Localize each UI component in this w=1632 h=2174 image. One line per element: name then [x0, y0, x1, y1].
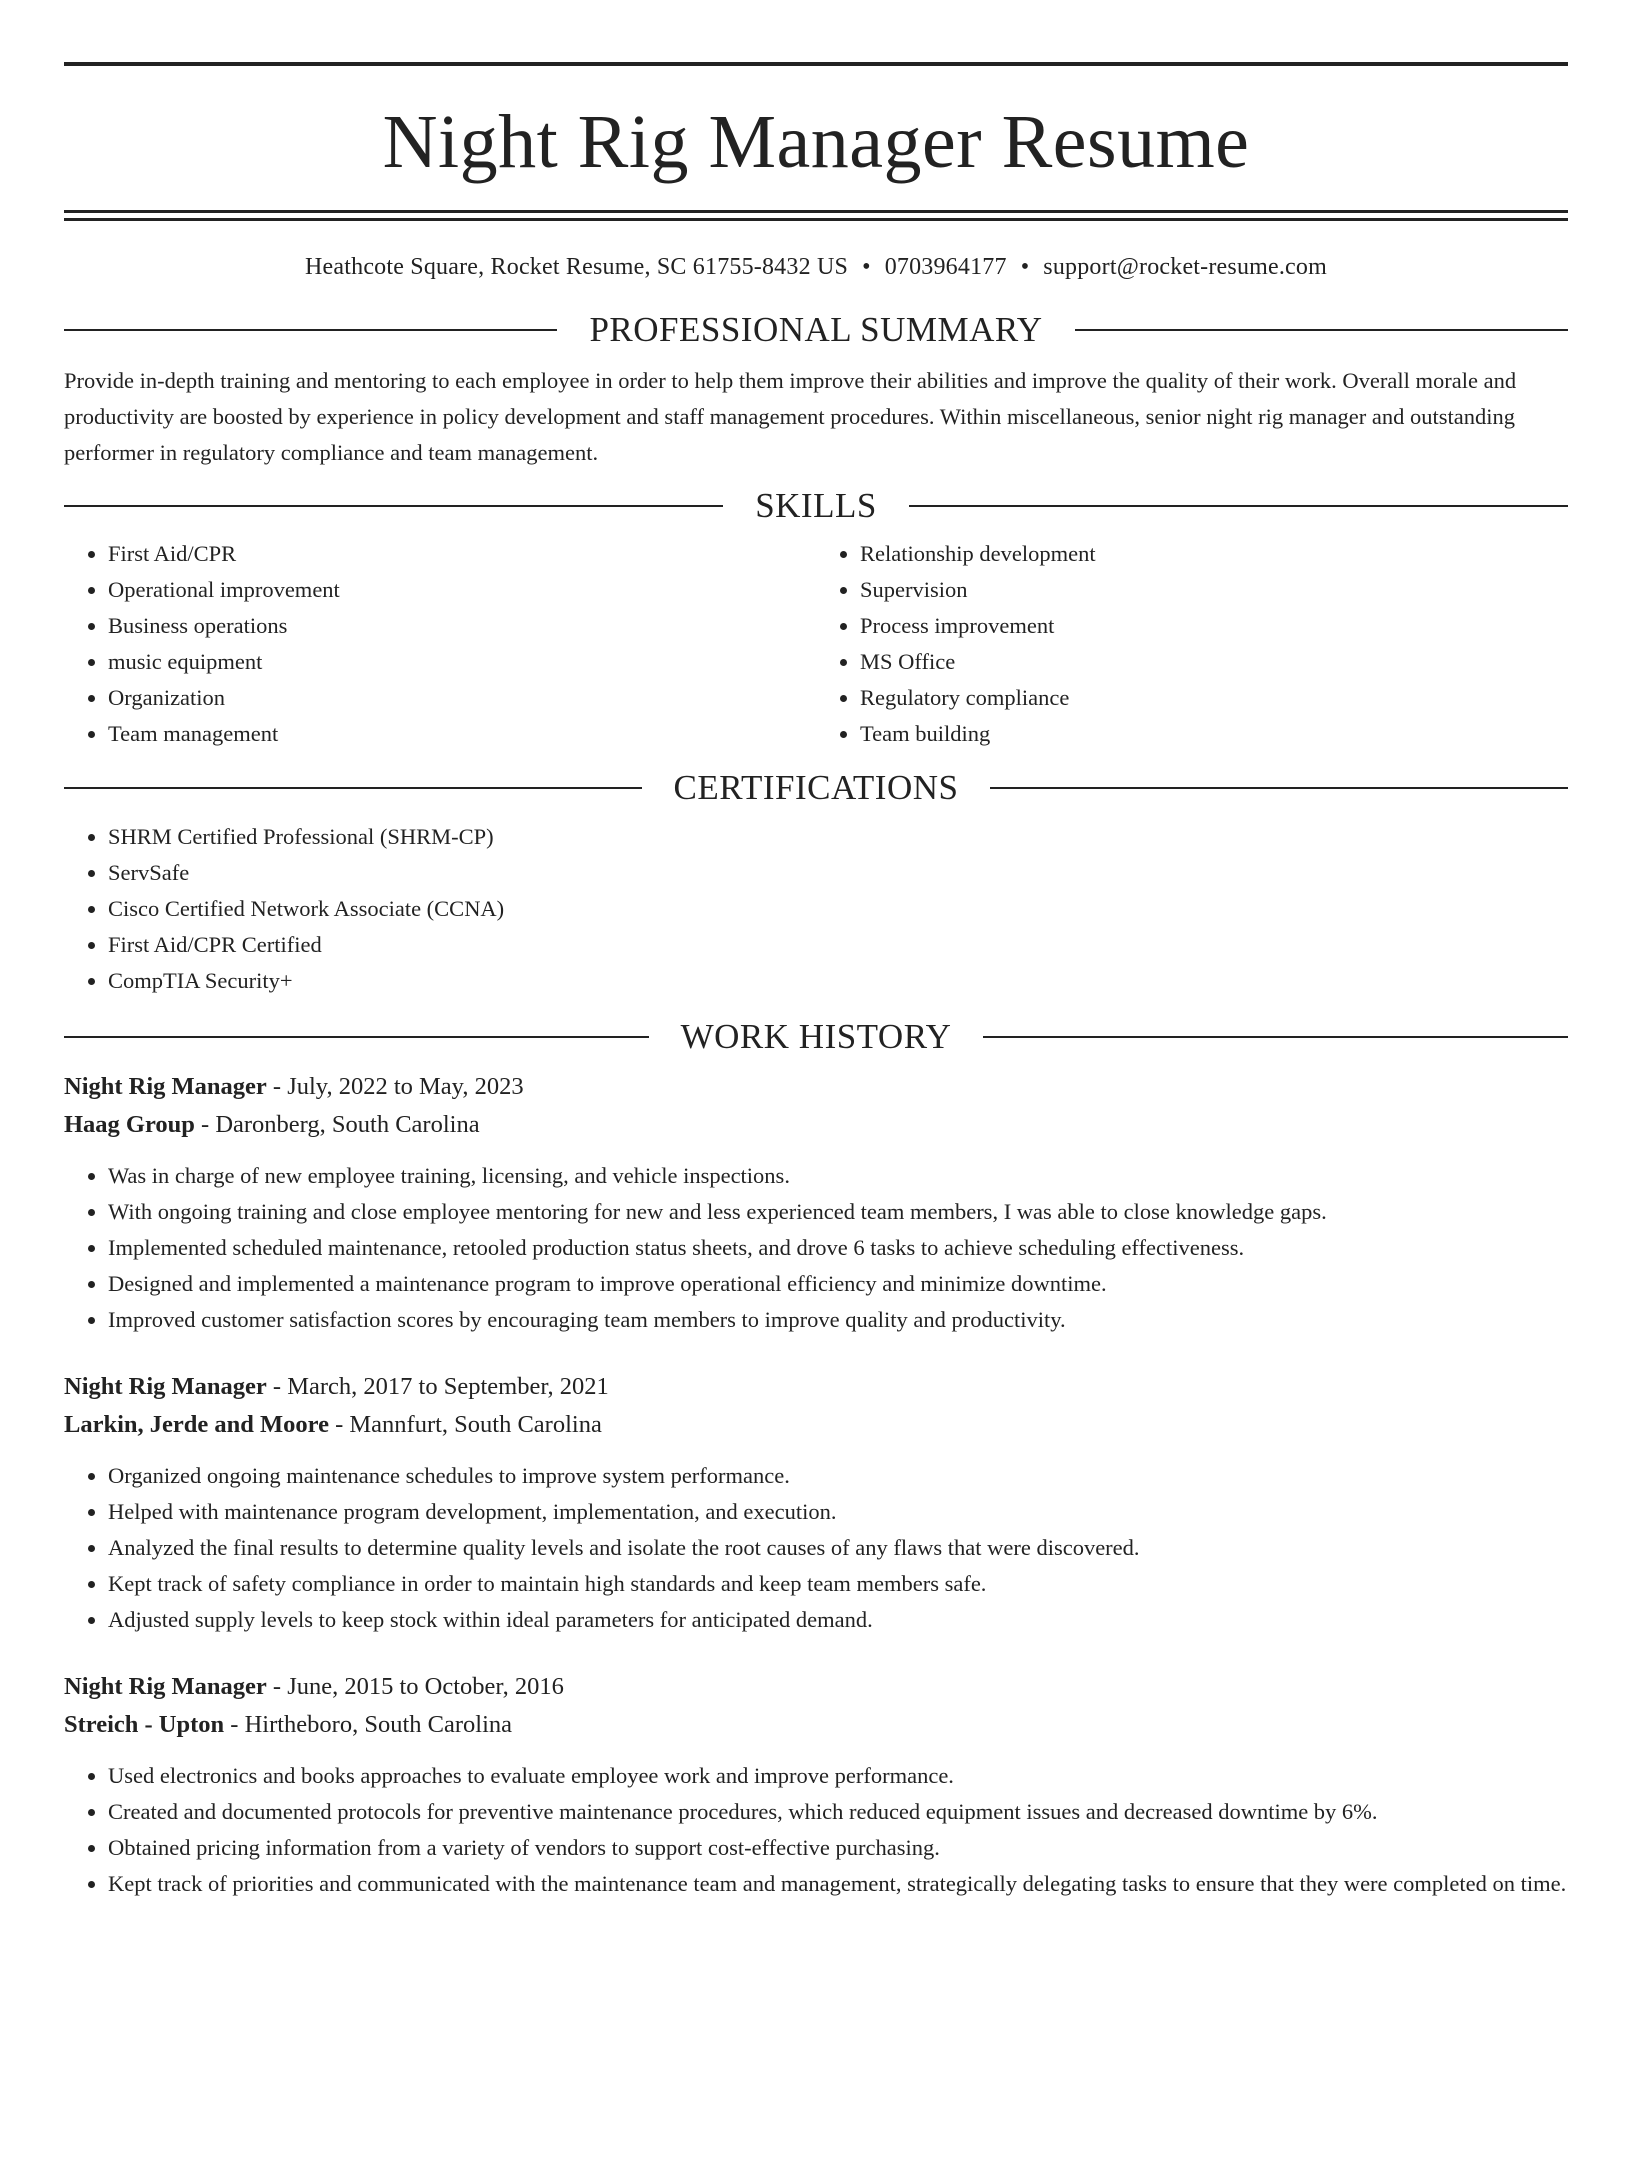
section-heading-work-history — [64, 1019, 1568, 1054]
job-entry — [64, 1668, 1568, 1902]
title-double-rule — [64, 210, 1568, 221]
contact-line — [64, 255, 1568, 279]
job-bullet: • Analyzed the final results to determine quality levels and isolate the root causes of any flaws that were discovered. — [108, 1530, 1568, 1566]
certification-item: • Cisco Certified Network Associate (CCNA) — [108, 891, 1568, 927]
skill-item: • MS Office — [860, 644, 1568, 680]
job-location: - Hirtheboro, South Carolina — [224, 1711, 512, 1738]
heading-rule — [909, 505, 1568, 507]
contact-separator: • — [862, 254, 871, 280]
job-title: Night Rig Manager — [64, 1373, 267, 1400]
job-company-line — [64, 1706, 1568, 1744]
job-title: Night Rig Manager — [64, 1073, 267, 1100]
section-heading-skills — [64, 488, 1568, 523]
job-bullet: • Organized ongoing maintenance schedules to improve system performance. — [108, 1458, 1568, 1494]
heading-rule — [64, 505, 723, 507]
contact-phone: 0703964177 — [884, 254, 1007, 280]
job-bullets — [64, 1758, 1568, 1902]
job-company-line — [64, 1406, 1568, 1444]
skill-item: • Regulatory compliance — [860, 680, 1568, 716]
job-title-line — [64, 1668, 1568, 1706]
summary-text: Provide in-depth training and mentoring to each employee in order to help them improve their abilities and improve the quality of their work. Overall morale and productivity are boosted by experience in policy development and staff management procedures. Within miscellaneous, senior night rig manager and outstanding performer in regulatory compliance and team management. — [64, 368, 1517, 465]
heading-rule — [983, 1036, 1568, 1038]
job-location: - Mannfurt, South Carolina — [328, 1411, 602, 1438]
job-company: Haag Group — [64, 1111, 195, 1138]
contact-email: support@rocket-resume.com — [1043, 254, 1327, 280]
job-bullets — [64, 1458, 1568, 1638]
page-title: Night Rig Manager Resume — [382, 100, 1250, 184]
job-entry — [64, 1368, 1568, 1638]
job-dates: - July, 2022 to May, 2023 — [266, 1073, 524, 1100]
job-title-line — [64, 1068, 1568, 1106]
skill-item: • Team management — [108, 716, 816, 752]
job-bullet: • Was in charge of new employee training, licensing, and vehicle inspections. — [108, 1158, 1568, 1194]
job-company-line — [64, 1106, 1568, 1144]
heading-rule — [64, 1036, 649, 1038]
skill-item: • Process improvement — [860, 608, 1568, 644]
job-bullet: • Created and documented protocols for preventive maintenance procedures, which reduced equipment issues and decreased downtime by 6%. — [108, 1794, 1568, 1830]
heading-rule — [64, 787, 642, 789]
section-heading-label: WORK HISTORY — [680, 1017, 952, 1056]
job-bullet: • With ongoing training and close employee mentoring for new and less experienced team members, I was able to close knowledge gaps. — [108, 1194, 1568, 1230]
skill-item: • Supervision — [860, 572, 1568, 608]
job-bullets — [64, 1158, 1568, 1338]
heading-rule — [990, 787, 1568, 789]
certification-item: • CompTIA Security+ — [108, 963, 1568, 999]
job-company: Larkin, Jerde and Moore — [64, 1411, 329, 1438]
skills-column-right — [816, 536, 1568, 752]
certification-item: • SHRM Certified Professional (SHRM-CP) — [108, 819, 1568, 855]
job-bullet: • Obtained pricing information from a variety of vendors to support cost-effective purchasing. — [108, 1830, 1568, 1866]
top-rule — [64, 62, 1568, 66]
job-company: Streich - Upton — [64, 1711, 225, 1738]
skill-item: • Operational improvement — [108, 572, 816, 608]
job-dates: - March, 2017 to September, 2021 — [266, 1373, 609, 1400]
skill-item: • Organization — [108, 680, 816, 716]
section-heading-label: CERTIFICATIONS — [673, 768, 959, 807]
certifications-list — [64, 819, 1568, 999]
job-bullet: • Improved customer satisfaction scores by encouraging team members to improve quality and productivity. — [108, 1302, 1568, 1338]
section-heading-label: SKILLS — [755, 486, 877, 525]
job-title: Night Rig Manager — [64, 1673, 267, 1700]
resume-page — [0, 62, 1632, 2174]
section-heading-certifications — [64, 770, 1568, 805]
section-heading-label: PROFESSIONAL SUMMARY — [589, 310, 1043, 349]
job-title-line — [64, 1368, 1568, 1406]
skill-item: • Relationship development — [860, 536, 1568, 572]
heading-rule — [64, 329, 557, 331]
job-bullet: • Kept track of priorities and communicated with the maintenance team and management, strategically delegating tasks to ensure that they were completed on time. — [108, 1866, 1568, 1902]
job-dates: - June, 2015 to October, 2016 — [266, 1673, 564, 1700]
job-bullet: • Implemented scheduled maintenance, retooled production status sheets, and drove 6 tasks to achieve scheduling effectiveness. — [108, 1230, 1568, 1266]
contact-separator: • — [1020, 254, 1030, 280]
job-bullet: • Used electronics and books approaches to evaluate employee work and improve performance. — [108, 1758, 1568, 1794]
section-heading-summary — [64, 312, 1568, 347]
job-bullet: • Helped with maintenance program development, implementation, and execution. — [108, 1494, 1568, 1530]
skills-column-left — [64, 536, 816, 752]
certification-item: • First Aid/CPR Certified — [108, 927, 1568, 963]
skill-item: • First Aid/CPR — [108, 536, 816, 572]
skills-list — [64, 536, 1568, 752]
job-bullet: • Kept track of safety compliance in order to maintain high standards and keep team members safe. — [108, 1566, 1568, 1602]
job-bullet: • Designed and implemented a maintenance program to improve operational efficiency and minimize downtime. — [108, 1266, 1568, 1302]
job-bullet: • Adjusted supply levels to keep stock within ideal parameters for anticipated demand. — [108, 1602, 1568, 1638]
heading-rule — [1075, 329, 1568, 331]
job-location: - Daronberg, South Carolina — [194, 1111, 480, 1138]
contact-address: Heathcote Square, Rocket Resume, SC 61755-8432 US — [305, 254, 849, 280]
skill-item: • Team building — [860, 716, 1568, 752]
job-entry — [64, 1068, 1568, 1338]
certification-item: • ServSafe — [108, 855, 1568, 891]
skill-item: • music equipment — [108, 644, 816, 680]
skill-item: • Business operations — [108, 608, 816, 644]
